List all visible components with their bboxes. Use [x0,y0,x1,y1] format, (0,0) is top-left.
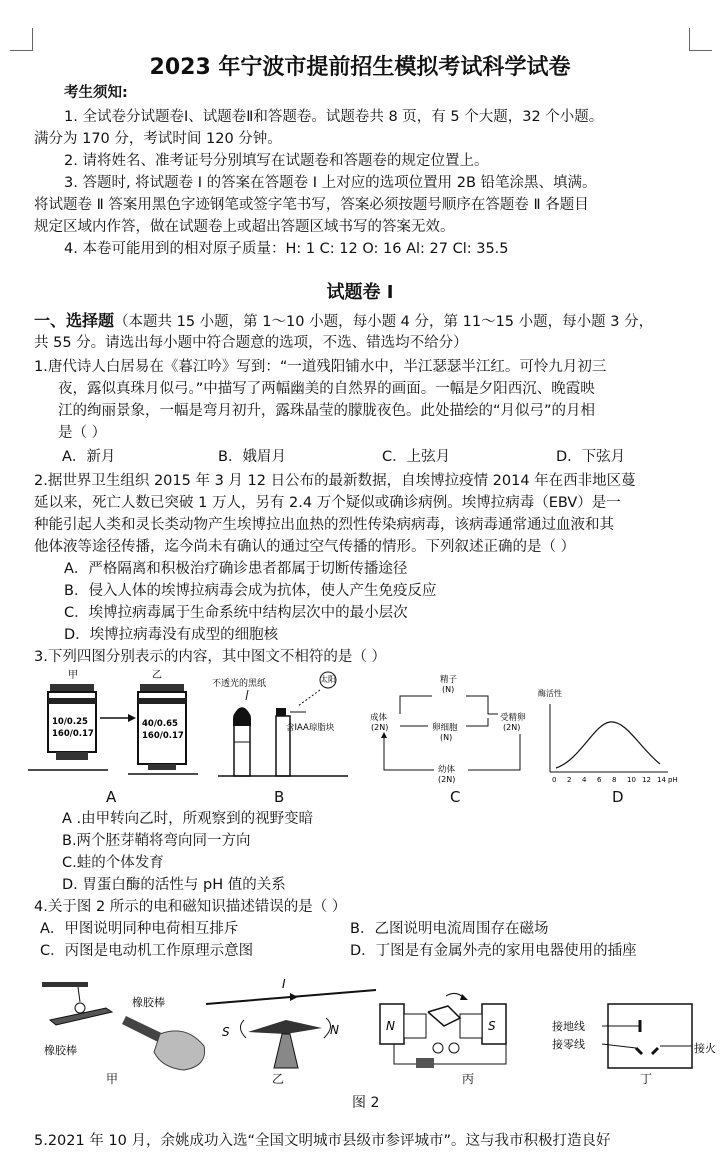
notice-line: 2. 请将姓名、准考证号分别填写在试题卷和答题卷的规定位置上。 [64,153,489,169]
ph-tick-label: 14 [657,776,666,784]
label-iaa: 含IAA琼脂块 [286,723,335,733]
suspended-rod [50,1008,112,1025]
ph-tick-label: 12 [642,776,651,784]
notice-line: 将试题卷 Ⅱ 答案用黑色字迹钢笔或签字笔书写，答案必须按题号顺序在答题卷 Ⅱ 各题目 [34,197,589,213]
label-ph: pH [668,776,678,784]
objective2-spec: 40/0.65 [142,719,178,729]
figure-d-enzyme-chart [538,688,678,784]
q3-stem: 3.下列四图分别表示的内容，其中图文不相符的是（ ） [34,649,386,665]
ph-tick-label: 2 [567,776,572,784]
label-jia: 甲 [68,670,78,681]
svg-text:S: S [488,1019,496,1033]
needle-stand [274,1034,298,1068]
q2-option-c: C．埃博拉病毒属于生命系统中结构层次中的最小层次 [64,605,408,621]
ph-tick-label: 10 [627,776,636,784]
exam-title: 2023 年宁波市提前招生模拟考试科学试卷 [149,55,571,80]
support-bar [42,982,88,987]
hand-icon [154,1031,205,1070]
part1-desc-2: 共 55 分。请选出每小题中符合题意的选项，不选、错选均不给分） [34,335,468,351]
socket-panel [608,1004,692,1068]
crop-mark-top-left [10,28,33,51]
label-rubber-rod-1: 橡胶棒 [44,1044,77,1057]
brush [433,1043,443,1053]
fig2-label-bing: 丙 [462,1072,475,1086]
q1-option-d: D．下弦月 [556,449,626,465]
svg-text:(N): (N) [440,733,453,742]
fig-label-d: D [612,788,624,806]
figure-bing-motor [380,993,506,1068]
q4-option-d: D．丁图是有金属外壳的家用电器使用的插座 [350,943,637,959]
label-egg: 卵细胞 [432,723,458,733]
fig-label-b: B [274,788,285,806]
q1-line: 江的绚丽景象，一幅是弯月初升，露珠晶莹的朦胧夜色。此处描绘的“月似弓”的月相 [58,403,596,419]
label-activity: 酶活性 [538,689,562,698]
q4-option-c: C．丙图是电动机工作原理示意图 [40,943,254,959]
part1-intro [34,310,653,333]
q4-option-b: B．乙图说明电流周围存在磁场 [350,921,549,937]
rotation-arrow-icon [460,994,468,1000]
ph-tick-label: 6 [597,776,602,784]
fig2-label-ding: 丁 [640,1072,653,1086]
coil [428,1006,460,1026]
q2-line: 他体液等途径传播，迄今尚未有确认的通过空气传播的情形。下列叙述正确的是（ ） [34,539,576,555]
objective2-spec: 160/0.17 [142,731,184,741]
arrow-head-icon [128,714,136,722]
ph-ticks [552,776,666,784]
label-ground-wire: 接地线 [552,1020,585,1033]
figure-a-objectives [28,669,198,774]
label-zygote: 受精卵 [500,713,526,723]
ph-tick-label: 4 [582,776,587,784]
q2-option-a: A．严格隔离和积极治疗确诊患者都属于切断传播途径 [64,561,408,577]
q1-option-c: C．上弦月 [382,449,451,465]
battery-icon [416,1058,434,1068]
fig2-label-jia: 甲 [106,1072,119,1086]
q3-option-d: D. 胃蛋白酶的活性与 pH 值的关系 [62,877,286,893]
q1-line: 1.唐代诗人白居易在《暮江吟》写到：“一道残阳铺水中，半江瑟瑟半江红。可怜九月初三 [34,359,607,375]
label-n-pole: N [330,1023,339,1037]
label-s-pole: S [222,1025,230,1039]
objective1-spec: 10/0.25 [52,717,88,727]
q2-line: 种能引起人类和灵长类动物产生埃博拉出血热的烈性传染病病毒，该病毒通常通过血液和其 [34,517,614,533]
q3-figures [28,668,688,790]
figure-ding-socket [552,1004,716,1068]
q3-option-b: B.两个胚芽鞘将弯向同一方向 [62,833,251,849]
q1-option-b: B．娥眉月 [218,449,286,465]
notice-line: 满分为 170 分，考试时间 120 分钟。 [34,131,282,147]
label-yi: 乙 [152,670,162,681]
q2-line: 延以来，死亡人数已突破 1 万人，另有 2.4 万个疑似或确诊病例。埃博拉病毒（EBV）是一 [34,495,621,511]
ph-tick-label: 8 [612,776,617,784]
section-title: 试题卷 Ⅰ [326,282,394,303]
figure-yi-oersted [206,977,376,1068]
svg-text:N: N [386,1019,395,1033]
label-young: 幼体 [438,765,456,775]
label-live-wire: 接火 [694,1042,716,1055]
q4-figures [36,968,720,1078]
q2-option-d: D．埃博拉病毒没有成型的细胞核 [64,627,279,643]
q1-line: 夜，露似真珠月似弓。”中描写了两幅幽美的自然界的画面。一幅是夕阳西沉、晚霞映 [58,381,595,397]
compass-needle-icon [248,1020,322,1034]
fig-label-c: C [450,788,461,806]
part1-desc: （本题共 15 小题，第 1～10 小题，每小题 4 分，第 11～15 小题，每小题 3 分， [114,314,654,330]
notice-line: 4. 本卷可能用到的相对原子质量：H: 1 C: 12 O: 16 Al: 27 Cl: 35.5 [64,241,509,257]
notice-line: 3. 答题时, 将试题卷 Ⅰ 的答案在答题卷 Ⅰ 上对应的选项位置用 2B 铅笔涂黑、填满。 [64,175,597,191]
svg-text:(N): (N) [442,685,455,694]
label-current: I [282,977,286,991]
q2-line: 2.据世界卫生组织 2015 年 3 月 12 日公布的最新数据，自埃博拉疫情 2014 年在西非地区蔓 [34,473,636,489]
objective1-spec: 160/0.17 [52,729,94,739]
q5-stem: 5.2021 年 10 月，余姚成功入选“全国文明城市县级市参评城市”。这与我市积极打造良好 [34,1133,611,1149]
notice-heading: 考生须知: [64,85,128,101]
label-neutral-wire: 接零线 [552,1038,585,1051]
svg-text:(2N): (2N) [371,723,389,732]
activity-curve [556,722,660,768]
label-black-paper: 不透光的黑纸 [212,679,267,689]
objective2-cap [140,684,184,692]
svg-text:(2N): (2N) [438,775,456,784]
part1-heading: 一、选择题 [34,311,115,330]
label-adult: 成体 [370,713,388,723]
q4-stem: 4.关于图 2 所示的电和磁知识描述错误的是（ ） [34,899,347,915]
q3-option-c: C.蛙的个体发育 [62,855,164,871]
label-rubber-rod-2: 橡胶棒 [132,996,165,1009]
ph-tick-label: 0 [552,776,557,784]
q4-option-a: A．甲图说明同种电荷相互排斥 [40,921,239,937]
q3-option-a: A .由甲转向乙时，所观察到的视野变暗 [62,811,314,827]
figure-c-frog-cycle [370,674,526,784]
label-sperm: 精子 [440,675,458,685]
fig-label-a: A [106,788,117,806]
crop-mark-top-right [689,28,712,51]
label-sun: 太阳 [320,675,336,684]
fig2-label-yi: 乙 [272,1072,285,1086]
notice-line: 1. 全试卷分试题卷Ⅰ、试题卷Ⅱ和答题卷。试题卷共 8 页，有 5 个大题，32 个小题。 [64,109,604,125]
q1-line: 是（ ） [58,425,107,441]
svg-text:(2N): (2N) [503,723,521,732]
figure-b-coleoptiles [212,672,348,776]
q1-option-a: A．新月 [62,449,116,465]
iaa-agar-block [276,708,286,716]
black-cap [233,708,251,726]
figure-jia-charged-rods [42,982,205,1070]
q2-option-b: B．侵入人体的埃博拉病毒会成为抗体，使人产生免疫反应 [64,583,437,599]
fig2-caption: 图 2 [352,1095,380,1111]
notice-line: 规定区域内作答，做在试题卷上或超出答题区域书写的答案无效。 [34,219,455,235]
objective1-cap [50,684,94,692]
